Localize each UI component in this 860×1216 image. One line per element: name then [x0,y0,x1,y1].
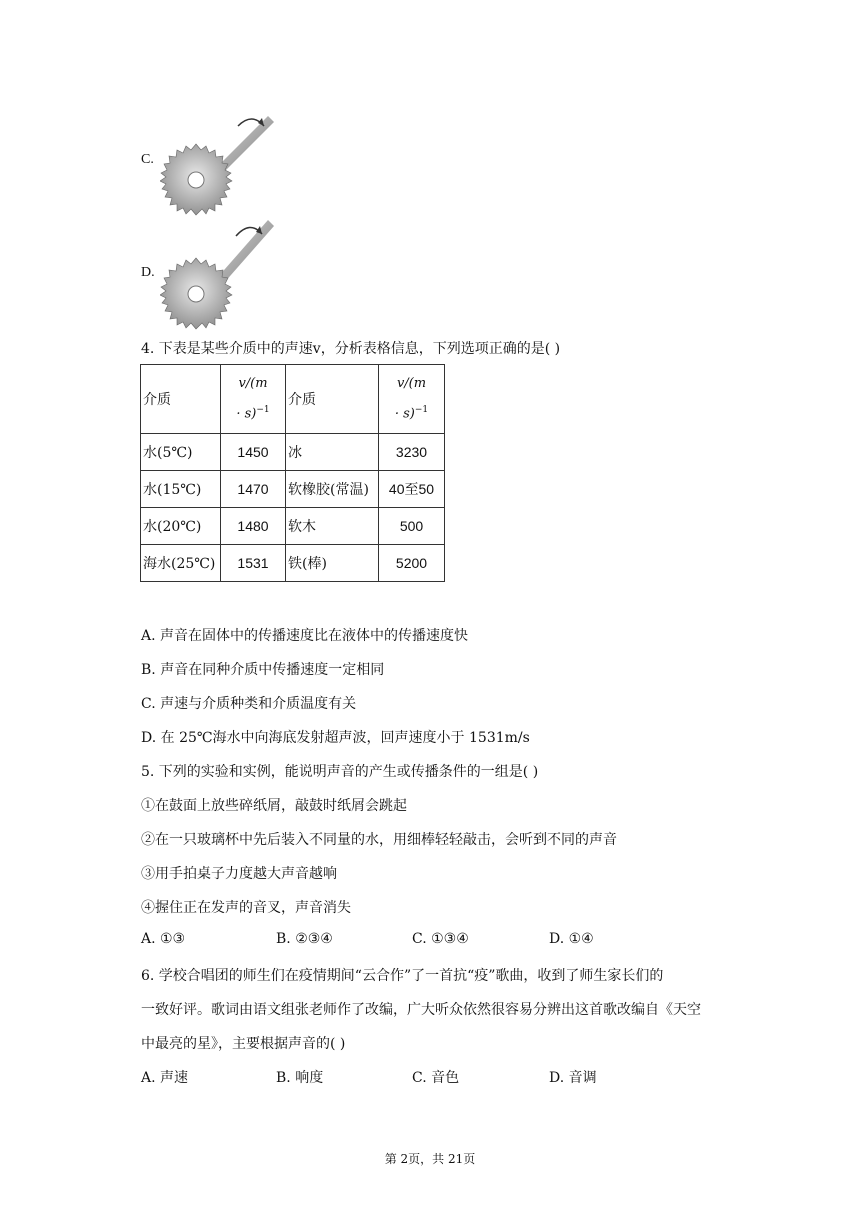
table-cell: 1450 [221,434,286,471]
table-cell: 1480 [221,508,286,545]
sound-speed-table [140,364,445,582]
table-cell: 海水(25℃) [141,545,221,582]
table-cell: 40至50 [379,471,445,508]
question-6-stem-line2: 一致好评。歌词由语文组张老师作了改编，广大听众依然很容易分辨出这首歌改编自《天空 [141,1002,701,1018]
unit-line2-text: · s) [236,406,257,422]
question-6-stem-line1: 6. 学校合唱团的师生们在疫情期间“云合作”了一首抗“疫”歌曲，收到了师生家长们的 [141,968,664,984]
unit-line1: v/(m [238,375,268,391]
question-5-stem: 5. 下列的实验和实例，能说明声音的产生或传播条件的一组是( ) [141,764,539,780]
table-cell: 铁(棒) [286,545,379,582]
q5-option-a: A. ①③ [141,931,186,947]
header-speed-unit [221,365,286,434]
table-row [141,508,445,545]
header-medium: 介质 [141,365,221,434]
q4-option-a: A. 声音在固体中的传播速度比在液体中的传播速度快 [141,628,469,644]
option-d-label: D. [141,265,155,280]
q5-option-d: D. ①④ [549,931,594,947]
q4-option-b: B. 声音在同种介质中传播速度一定相同 [141,662,385,678]
table-cell: 5200 [379,545,445,582]
table-cell: 水(20℃) [141,508,221,545]
table-cell: 1470 [221,471,286,508]
unit-line2 [223,397,283,427]
table-header-row [141,365,445,434]
q5-item-2: ②在一只玻璃杯中先后装入不同量的水，用细棒轻轻敲击，会听到不同的声音 [141,832,617,848]
table-cell: 1531 [221,545,286,582]
page-footer: 第 2页，共 21页 [384,1152,476,1166]
q6-option-b: B. 响度 [276,1070,324,1086]
table-row [141,471,445,508]
header-medium: 介质 [286,365,379,434]
unit-exponent: −1 [256,404,270,415]
unit-line1: v/(m [396,375,427,391]
q5-option-b: B. ②③④ [276,931,333,947]
table-row [141,545,445,582]
table-cell: 水(5℃) [141,434,221,471]
q4-option-d: D. 在 25℃海水中向海底发射超声波，回声速度小于 1531m/s [141,730,530,746]
header-speed-unit [379,365,445,434]
table-cell: 软木 [286,508,379,545]
q5-item-4: ④握住正在发声的音叉，声音消失 [141,900,351,916]
q4-option-c: C. 声速与介质种类和介质温度有关 [141,696,357,712]
unit-line2 [381,397,442,427]
question-6-stem-line3: 中最亮的星》，主要根据声音的( ) [141,1036,346,1052]
gear-disc-icon [160,214,280,334]
table-cell: 冰 [286,434,379,471]
table-cell: 3230 [379,434,445,471]
table-cell: 500 [379,508,445,545]
q5-item-3: ③用手拍桌子力度越大声音越响 [141,866,337,882]
table-cell: 软橡胶(常温) [286,471,379,508]
q5-option-c: C. ①③④ [412,931,469,947]
question-4-stem: 4. 下表是某些介质中的声速v，分析表格信息，下列选项正确的是( ) [141,341,561,357]
table-row [141,434,445,471]
q5-item-1: ①在鼓面上放些碎纸屑，敲鼓时纸屑会跳起 [141,798,407,814]
unit-exponent: −1 [414,404,429,415]
q6-option-a: A. 声速 [141,1070,189,1086]
gear-disc-icon [160,104,280,216]
table-cell: 水(15℃) [141,471,221,508]
option-c-label: C. [141,152,154,167]
q6-option-c: C. 音色 [412,1070,460,1086]
q6-option-d: D. 音调 [549,1070,597,1086]
unit-line2-text: · s) [394,406,415,422]
